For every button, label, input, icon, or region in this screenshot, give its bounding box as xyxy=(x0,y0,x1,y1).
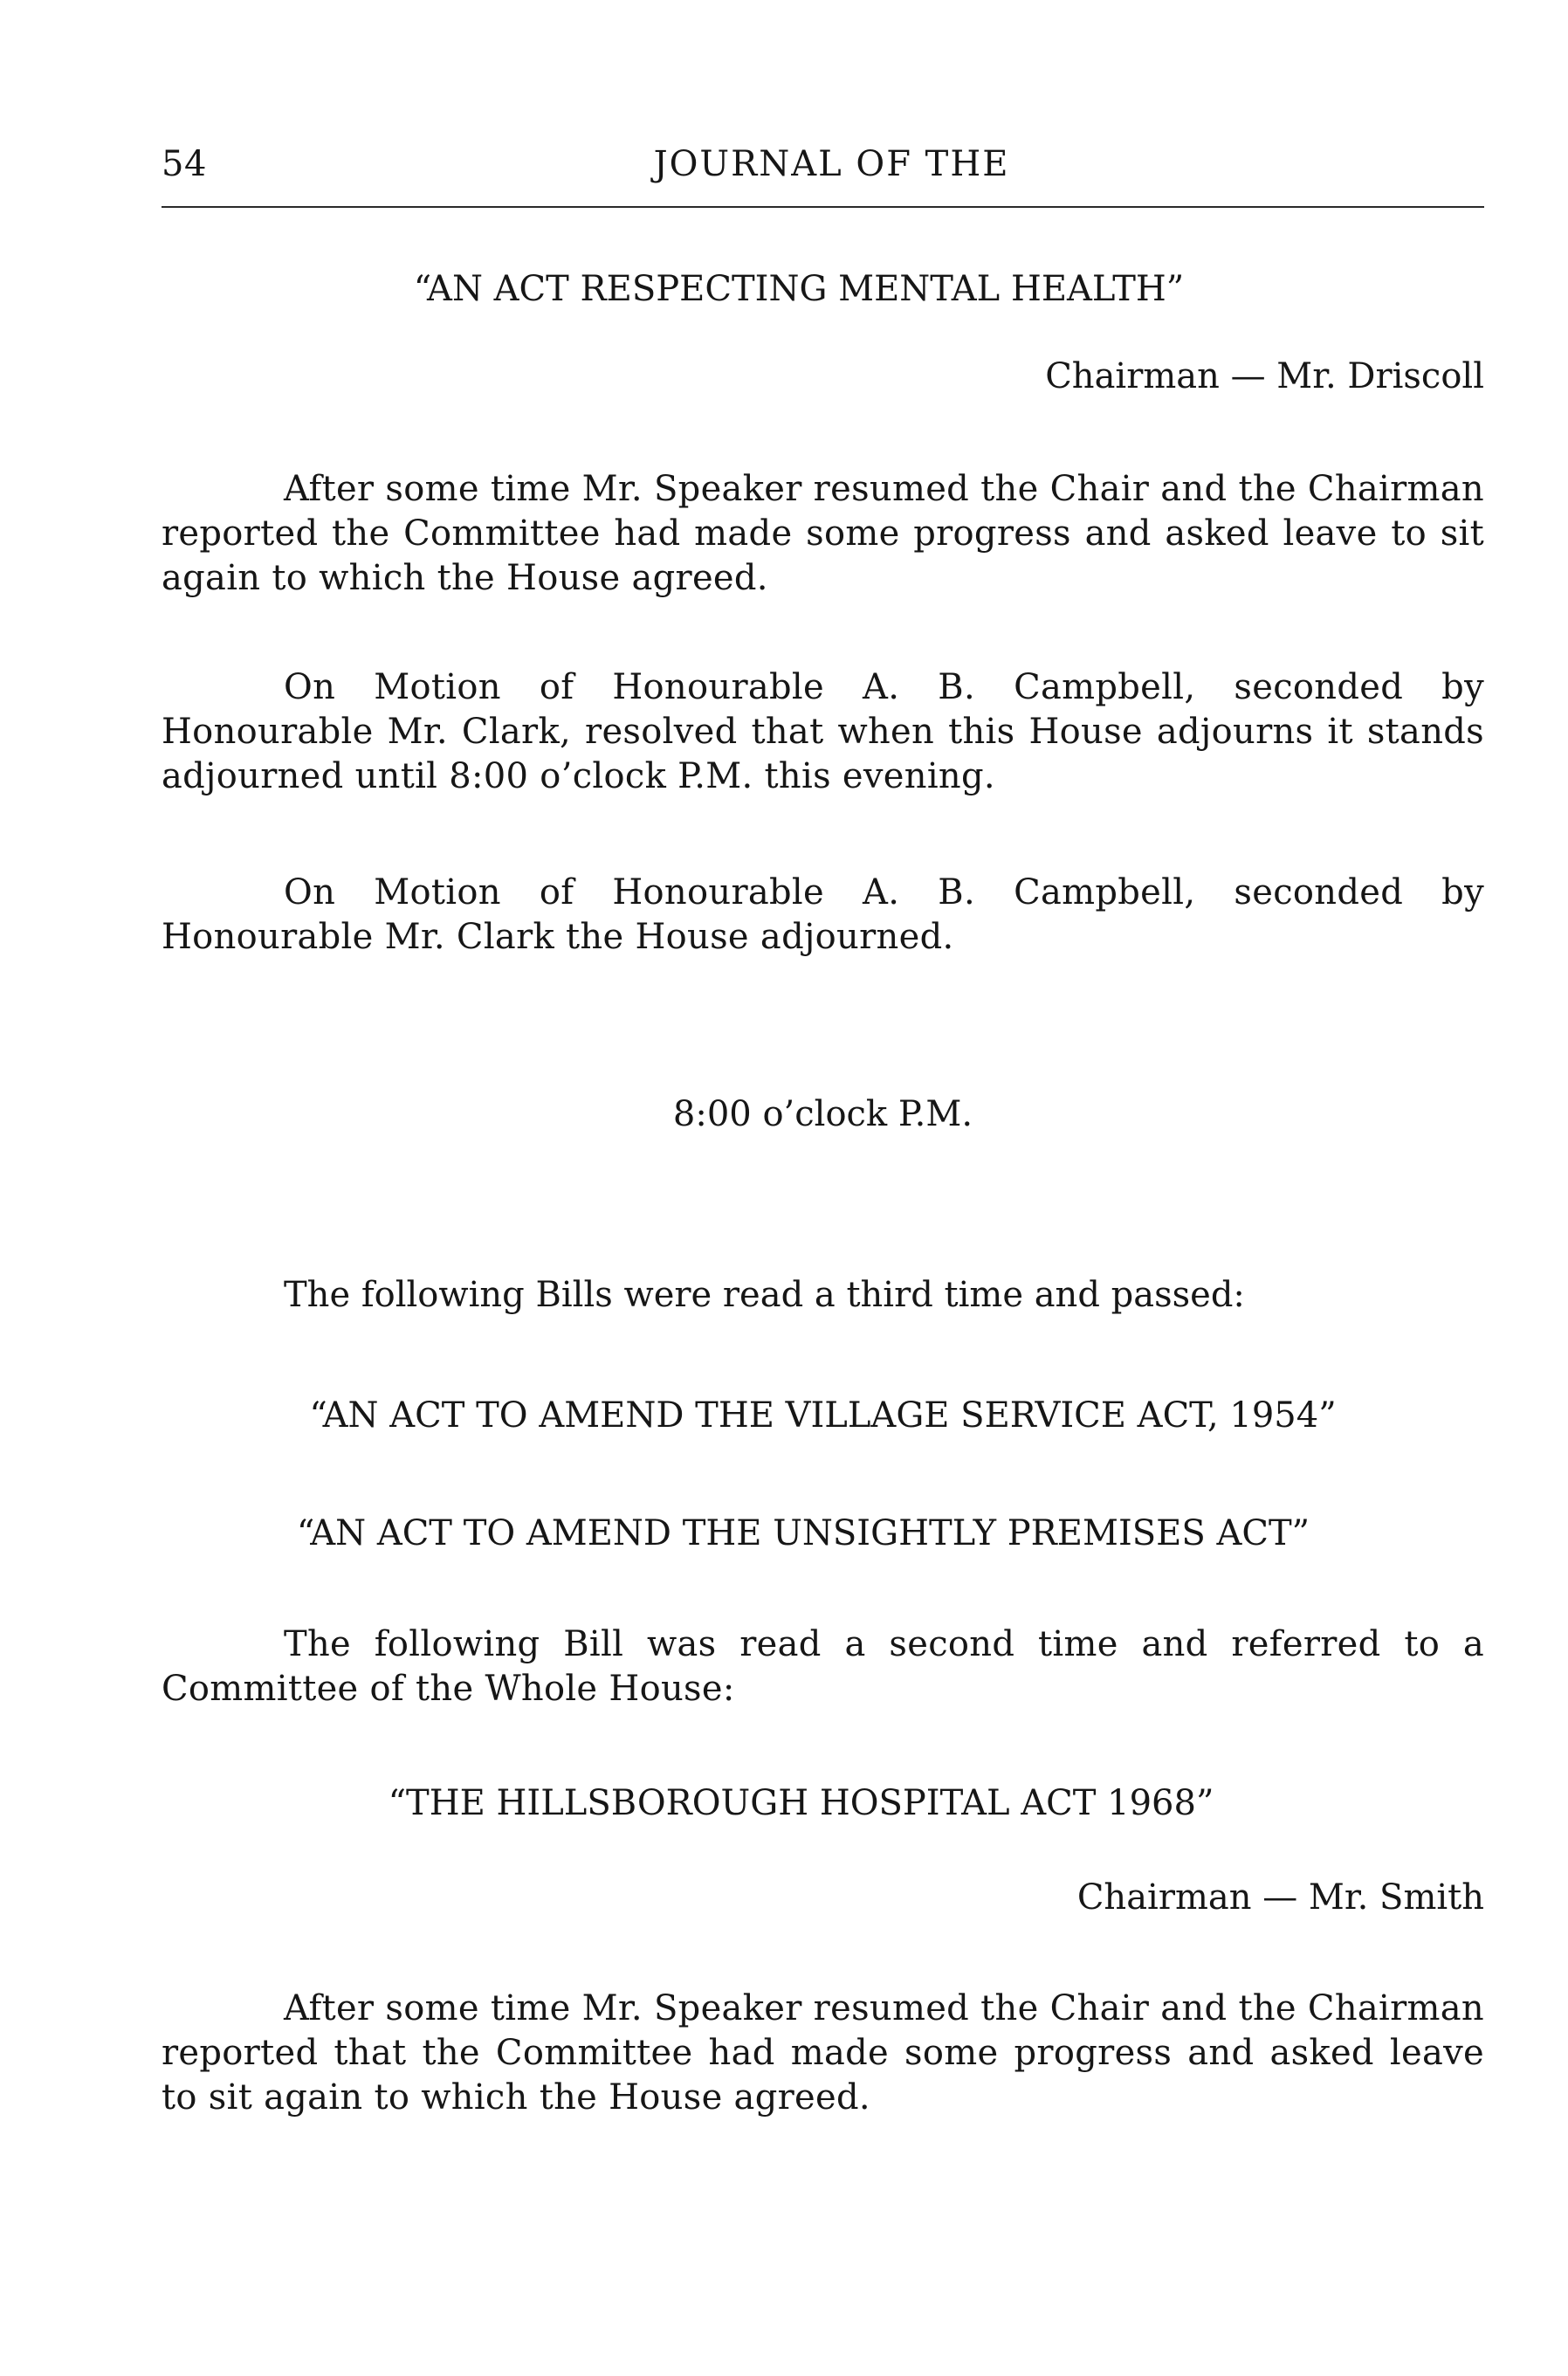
running-title: JOURNAL OF THE xyxy=(653,144,1010,184)
paragraph-speaker-resumed-1: After some time Mr. Speaker resumed the Chair and the Chairman reported the Committee had made some progress and asked leave to sit again to which the House agreed. xyxy=(162,469,1484,598)
act-title-hillsborough-hospital: “THE HILLSBOROUGH HOSPITAL ACT 1968” xyxy=(388,1783,1214,1823)
third-reading-statement: The following Bills were read a third time and passed: xyxy=(284,1275,1245,1315)
act-title-unsightly-premises: “AN ACT TO AMEND THE UNSIGHTLY PREMISES ACT” xyxy=(296,1513,1310,1553)
evening-time-heading: 8:00 o’clock P.M. xyxy=(672,1094,973,1134)
paragraph-motion-adjourn-until: On Motion of Honourable A. B. Campbell, seconded by Honourable Mr. Clark, resolved that when this House adjourns it stands adjourned until 8:00 o’clock P.M. this evening. xyxy=(162,667,1484,796)
paragraph-second-reading: The following Bill was read a second time and referred to a Committee of the Whole House: xyxy=(162,1624,1484,1709)
chairman-smith: Chairman — Mr. Smith xyxy=(1076,1877,1484,1918)
page-header xyxy=(162,144,1484,196)
page-number: 54 xyxy=(162,144,207,184)
paragraph-speaker-resumed-2: After some time Mr. Speaker resumed the Chair and the Chairman reported that the Committee had made some progress and asked leave to sit again to which the House agreed. xyxy=(162,1988,1484,2118)
chairman-driscoll: Chairman — Mr. Driscoll xyxy=(1045,356,1484,396)
header-rule xyxy=(162,206,1484,208)
act-title-mental-health: “AN ACT RESPECTING MENTAL HEALTH” xyxy=(413,269,1185,309)
paragraph-motion-adjourned: On Motion of Honourable A. B. Campbell, seconded by Honourable Mr. Clark the House adjourned. xyxy=(162,872,1484,957)
act-title-village-service: “AN ACT TO AMEND THE VILLAGE SERVICE ACT, 1954” xyxy=(309,1395,1337,1436)
